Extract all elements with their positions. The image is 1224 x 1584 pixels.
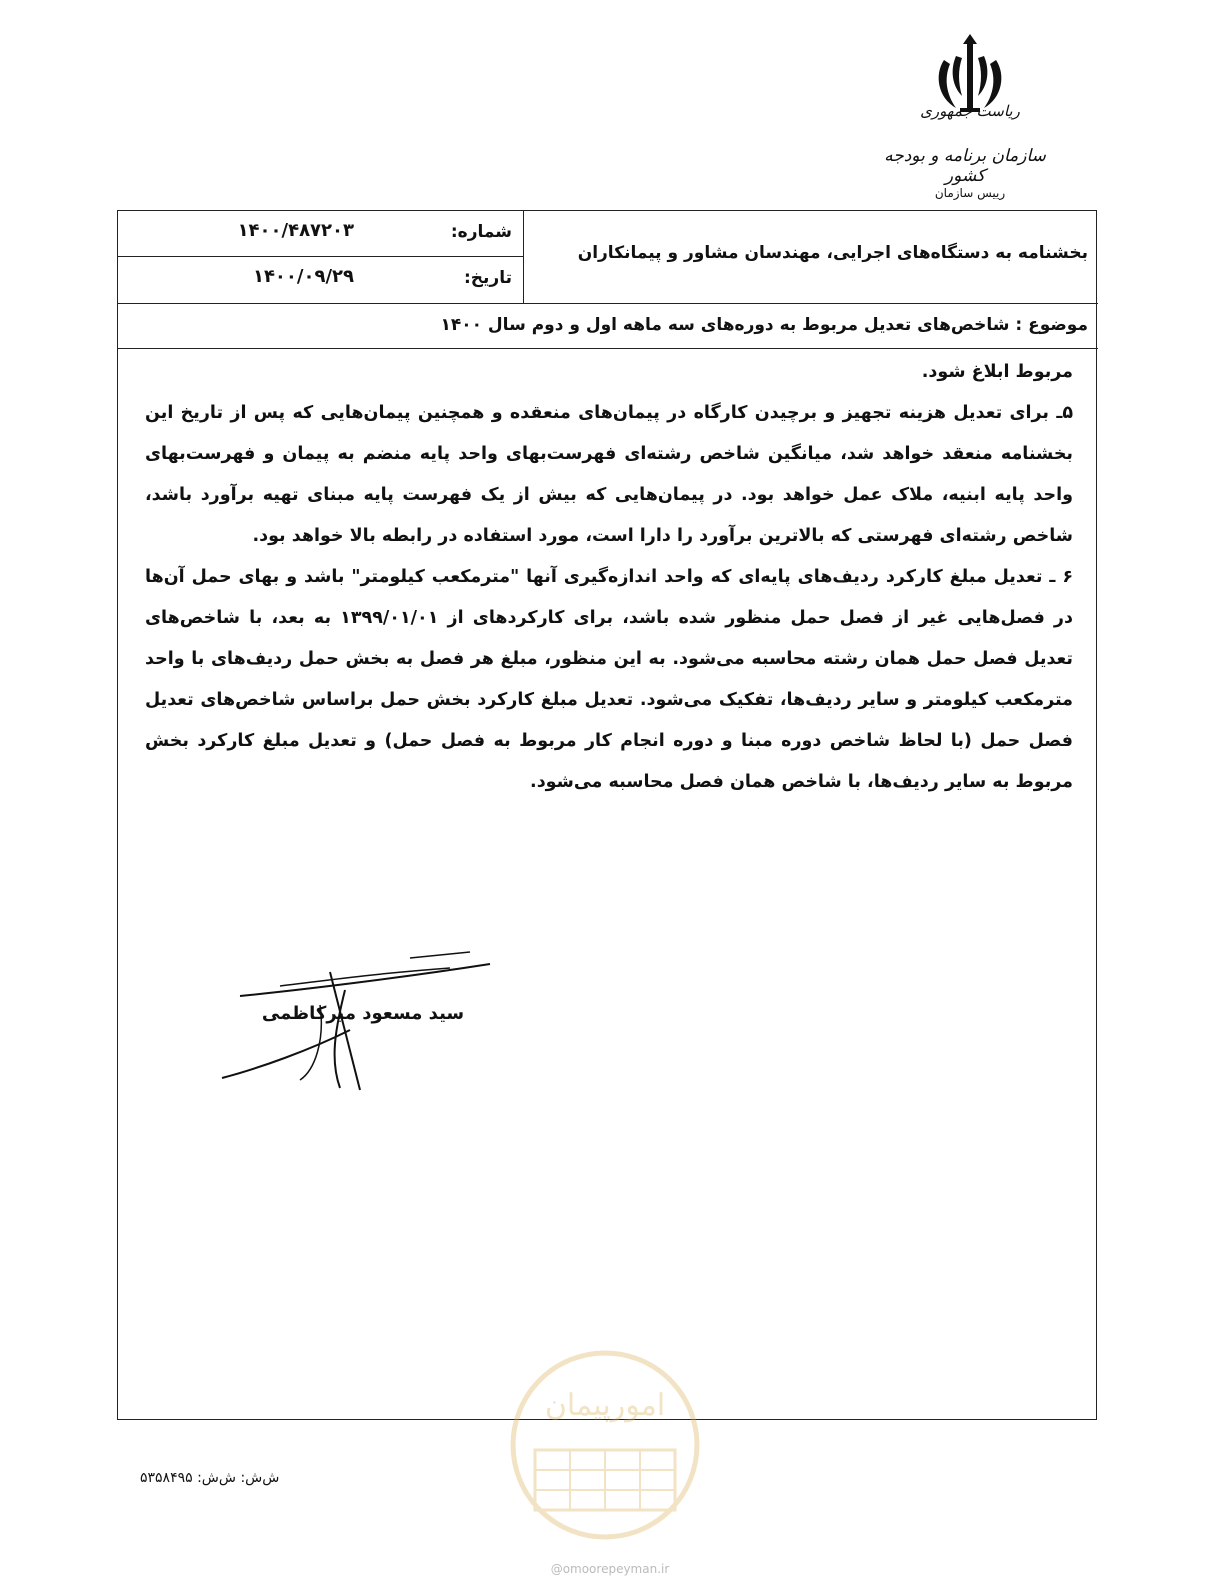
number-row — [118, 211, 524, 257]
recipient-box — [524, 211, 1098, 303]
org-line-presidency: ریاست جمهوری — [920, 102, 1020, 120]
letter-body — [145, 352, 1073, 803]
signatory-name: سید مسعود میرکاظمی — [261, 1003, 465, 1024]
subject-text: موضوع : شاخص‌های تعدیل مربوط به دوره‌های سه ماهه اول و دوم سال ۱۴۰۰ — [440, 315, 1088, 335]
date-value: ۱۴۰۰/۰۹/۲۹ — [252, 266, 354, 287]
org-line-head: رییس سازمان — [934, 186, 1006, 200]
subject-box — [118, 303, 1098, 349]
org-line-organization: سازمان برنامه و بودجه کشور — [884, 146, 1046, 186]
recipient-text: بخشنامه به دستگاه‌های اجرایی، مهندسان مشاور و پیمانکاران — [577, 243, 1088, 263]
number-value: ۱۴۰۰/۴۸۷۲۰۳ — [237, 220, 354, 241]
body-paragraph-6: ۶ ـ تعدیل مبلغ کارکرد ردیف‌های پایه‌ای که واحد اندازه‌گیری آنها "مترمکعب کیلومتر" باشد و بهای حمل آن‌ها در فصل‌هایی غیر از فصل حمل منظور شده باشد، برای کارکردهای از ۱۳۹۹/۰۱/۰۱ به بعد، با شاخص‌های تعدیل فصل حمل همان رشته محاسبه می‌شود. به این منظور، مبلغ هر فصل به بخش حمل ردیف‌های با واحد مترمکعب کیلومتر و سایر ردیف‌ها، تفکیک می‌شود. تعدیل مبلغ کارکرد بخش حمل براساس شاخص‌های تعدیل فصل حمل (با لحاظ شاخص دوره مبنا و دوره انجام کار مربوط به فصل حمل) و تعدیل مبلغ کارکرد بخش مربوط به سایر ردیف‌ها، با شاخص همان فصل محاسبه می‌شود. — [145, 567, 1073, 792]
watermark-url: @omoorepeyman.ir — [550, 1562, 670, 1576]
body-paragraph-continuation: مربوط ابلاغ شود. — [921, 362, 1073, 382]
number-label: شماره: — [450, 222, 512, 242]
meta-box — [118, 211, 524, 303]
body-paragraph-5: ۵ـ برای تعدیل هزینه تجهیز و برچیدن کارگاه در پیمان‌های منعقده و همچنین پیمان‌هایی که پس از تاریخ این بخشنامه منعقد خواهد شد، میانگین شاخص رشته‌ای فهرست‌بهای واحد پایه منضم به پیمان و فهرست‌بهای واحد پایه ابنیه، ملاک عمل خواهد بود. در پیمان‌هایی که بیش از یک فهرست پایه مبنای تهیه برآورد باشد، شاخص رشته‌ای فهرستی که بالاترین برآورد را دارا است، مورد استفاده در رابطه بالا خواهد بود. — [145, 403, 1073, 546]
footer-reference: ش‌ش: ش‌ش: ۵۳۵۸۴۹۵ — [140, 1470, 280, 1486]
date-label: تاریخ: — [464, 268, 512, 288]
omoorepeyman-watermark-logo — [505, 1345, 705, 1545]
svg-text:امورپیمان: امورپیمان — [544, 1388, 666, 1423]
date-row — [118, 257, 524, 303]
signature-scribble — [220, 950, 510, 1100]
